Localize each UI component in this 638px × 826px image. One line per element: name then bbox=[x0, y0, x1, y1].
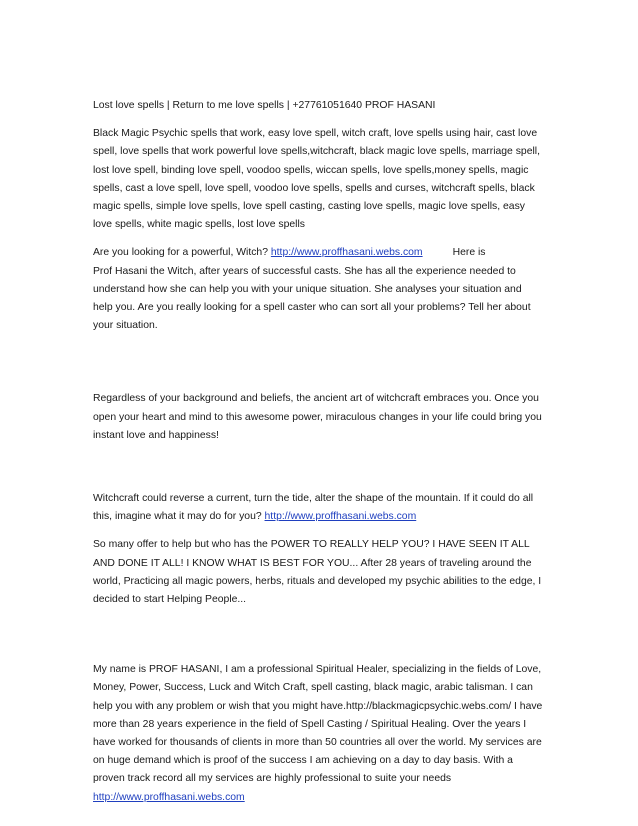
intro-paragraph bbox=[93, 244, 543, 335]
name-link[interactable]: http://www.proffhasani.webs.com bbox=[93, 791, 245, 803]
intro-after-link: Here is bbox=[452, 247, 486, 259]
offer-paragraph: So many offer to help but who has the POWER TO REALLY HELP YOU? I HAVE SEEN IT ALL AND DONE IT ALL! I KNOW WHAT IS BEST FOR YOU... After 28 years of traveling around the world, Practicing all magic powers, herbs, rituals and developed my psychic abilities to the edge, I decided to start Helping People... bbox=[93, 539, 542, 606]
background-paragraph: Regardless of your background and beliefs, the ancient art of witchcraft embraces you. Once you open your heart and mind to this awesome power, miraculous changes in your life could bring you instant love and happiness! bbox=[93, 393, 542, 441]
document-page bbox=[93, 97, 543, 807]
witchcraft-paragraph bbox=[93, 490, 543, 526]
witchcraft-text: Witchcraft could reverse a current, turn the tide, alter the shape of the mountain. If it could do all this, imagine what it may do for you? bbox=[93, 493, 534, 523]
name-text: My name is PROF HASANI, I am a professional Spiritual Healer, specializing in the fields of Love, Money, Power, Success, Luck and Witch Craft, spell casting, black magic, arabic talisman. I can help you with any problem or wish that you might have.http://blackmagicpsychic.webs.com/ I have more than 28 years experience in the field of Spell Casting / Spiritual Healing. Over the years I have worked for thousands of clients in more than 50 countries all over the world. My services are on huge demand which is proof of the success I am achieving on a day to day basis. With a proven track record all my services are highly professional to suite your needs bbox=[93, 664, 543, 785]
intro-lead: Are you looking for a powerful, Witch? bbox=[93, 247, 271, 259]
name-paragraph bbox=[93, 661, 543, 807]
document-title: Lost love spells | Return to me love spells | +27761051640 PROF HASANI bbox=[93, 100, 436, 111]
witchcraft-link[interactable]: http://www.proffhasani.webs.com bbox=[264, 511, 417, 523]
intro-link[interactable]: http://www.proffhasani.webs.com bbox=[270, 247, 423, 259]
intro-rest: Prof Hasani the Witch, after years of successful casts. She has all the experience needed to understand how she can help you with your unique situation. She analyses your situation and help you. Are you really looking for a spell caster who can sort all your problems? Tell her about your situation. bbox=[93, 265, 531, 332]
keywords-paragraph: Black Magic Psychic spells that work, easy love spell, witch craft, love spells using hair, cast love spell, love spells that work powerful love spells,witchcraft, black magic love spells, marriage spell, lost love spell, binding love spell, voodoo spells, wiccan spells, love spells,money spells, magic spells, cast a love spell, love spell, voodoo love spells, spells and curses, witchcraft spells, black magic spells, simple love spells, love spell casting, casting love spells, magic love spells, easy love spells, white magic spells, lost love spells bbox=[93, 128, 540, 231]
